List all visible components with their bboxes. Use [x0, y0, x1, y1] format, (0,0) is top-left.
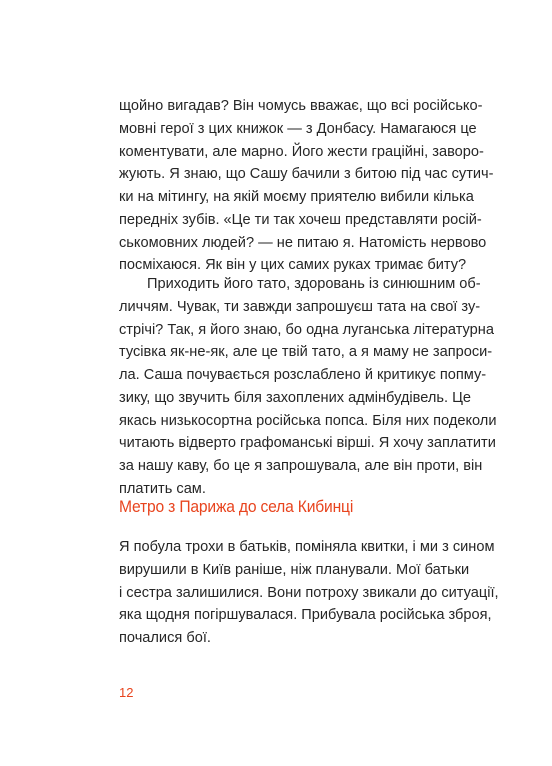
- text-line: читають відверто графоманські вірші. Я хочу заплатити: [119, 435, 496, 452]
- text-line: яка щодня погіршувалася. Прибувала російська зброя,: [119, 607, 492, 624]
- paragraph: [119, 536, 499, 650]
- text-line: жують. Я знаю, що Сашу бачили з битою під час сутич-: [119, 166, 494, 183]
- text-line: і сестра залишилися. Вони потроху звикали до ситуації,: [119, 584, 499, 601]
- text-line: ки на мітингу, на якій моєму приятелю вибили кілька: [119, 189, 474, 205]
- text-line: личчям. Чувак, ти завжди запрошуєш тата на свої зу-: [119, 298, 481, 315]
- section-heading: Метро з Парижа до села Кибинці: [119, 497, 354, 516]
- text-line: зику, що звучить біля захоплених адмінбудівель. Це: [119, 389, 472, 406]
- text-line: мовні герої з цих книжок — з Донбасу. Намагаюся це: [119, 120, 477, 137]
- text-line: почалися бої.: [119, 630, 211, 646]
- page-number: 12: [119, 685, 134, 700]
- text-line: ла. Саша почувається розслаблено й критикує попму-: [119, 367, 487, 383]
- text-line: вирушили в Київ раніше, ніж планували. Мої батьки: [119, 561, 470, 578]
- text-line: коментувати, але марно. Його жести граційні, заворо-: [119, 143, 484, 160]
- text-line: тусівка як-не-як, але це твій тато, а я маму не запроси-: [119, 344, 493, 361]
- text-line: якась низькосортна російська попса. Біля них подеколи: [119, 412, 497, 429]
- paragraph: [119, 95, 494, 277]
- text-line: Я побула трохи в батьків, поміняла квитки, і ми з сином: [119, 539, 495, 555]
- text-line: посміхаюся. Як він у цих самих руках тримає биту?: [119, 257, 467, 274]
- text-line: передніх зубів. «Це ти так хочеш представляти росій-: [119, 211, 482, 228]
- paragraph: [119, 273, 497, 501]
- text-line: ськомовних людей? — не питаю я. Натомість нервово: [119, 234, 487, 251]
- text-line: Приходить його тато, здоровань із синюшним об-: [147, 276, 481, 292]
- text-line: щойно вигадав? Він чомусь вважає, що всі російсько-: [119, 98, 483, 114]
- text-line: за нашу каву, бо це я запрошувала, але він проти, він: [119, 458, 483, 474]
- text-line: стрічі? Так, я його знаю, бо одна луганська літературна: [119, 321, 494, 338]
- text-line: платить сам.: [119, 480, 206, 497]
